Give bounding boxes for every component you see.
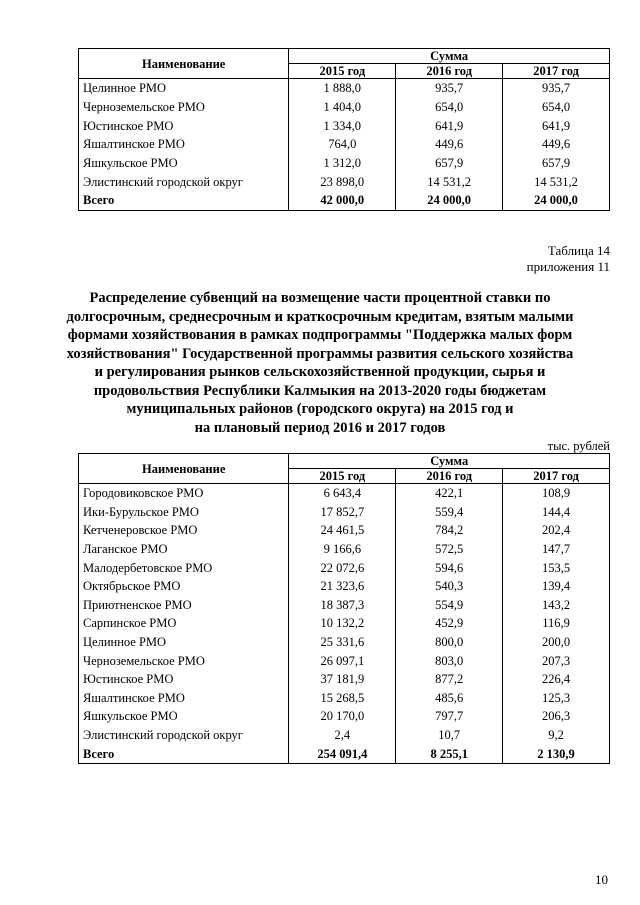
amount-2015: 21 323,6 bbox=[289, 577, 396, 596]
municipality-name: Целинное РМО bbox=[79, 79, 289, 98]
table-row bbox=[79, 707, 610, 726]
amount-2015: 37 181,9 bbox=[289, 670, 396, 689]
amount-2015: 18 387,3 bbox=[289, 596, 396, 615]
municipality-name: Сарпинское РМО bbox=[79, 614, 289, 633]
municipality-name: Юстинское РМО bbox=[79, 670, 289, 689]
table-row bbox=[79, 540, 610, 559]
amount-2015: 23 898,0 bbox=[289, 172, 396, 191]
table-row bbox=[79, 726, 610, 745]
amount-2015: 1 334,0 bbox=[289, 116, 396, 135]
amount-2017: 14 531,2 bbox=[503, 172, 610, 191]
amount-2015: 6 643,4 bbox=[289, 484, 396, 503]
table-row bbox=[79, 172, 610, 191]
amount-2016: 784,2 bbox=[396, 521, 503, 540]
total-2015: 42 000,0 bbox=[289, 191, 396, 210]
table-total-row bbox=[79, 191, 610, 210]
column-header-year: 2017 год bbox=[503, 469, 610, 484]
municipality-name: Городовиковское РМО bbox=[79, 484, 289, 503]
amount-2016: 800,0 bbox=[396, 633, 503, 652]
municipality-name: Приютненское РМО bbox=[79, 596, 289, 615]
amount-2015: 1 888,0 bbox=[289, 79, 396, 98]
amount-2017: 9,2 bbox=[503, 726, 610, 745]
amount-2017: 108,9 bbox=[503, 484, 610, 503]
table-row bbox=[79, 558, 610, 577]
table-row bbox=[79, 135, 610, 154]
amount-2016: 935,7 bbox=[396, 79, 503, 98]
column-header-name: Наименование bbox=[79, 454, 289, 484]
amount-2016: 422,1 bbox=[396, 484, 503, 503]
table-row bbox=[79, 689, 610, 708]
amount-2017: 147,7 bbox=[503, 540, 610, 559]
amount-2016: 572,5 bbox=[396, 540, 503, 559]
municipality-name: Целинное РМО bbox=[79, 633, 289, 652]
amount-2017: 144,4 bbox=[503, 503, 610, 522]
amount-2017: 641,9 bbox=[503, 116, 610, 135]
municipality-name: Черноземельское РМО bbox=[79, 651, 289, 670]
total-2017: 24 000,0 bbox=[503, 191, 610, 210]
amount-2017: 207,3 bbox=[503, 651, 610, 670]
amount-2015: 17 852,7 bbox=[289, 503, 396, 522]
amount-2016: 641,9 bbox=[396, 116, 503, 135]
column-header-year: 2017 год bbox=[503, 64, 610, 79]
amount-2016: 797,7 bbox=[396, 707, 503, 726]
municipality-name: Яшалтинское РМО bbox=[79, 135, 289, 154]
title-line: Распределение субвенций на возмещение части процентной ставки по bbox=[89, 290, 551, 306]
municipality-name: Ики-Бурульское РМО bbox=[79, 503, 289, 522]
amount-2016: 594,6 bbox=[396, 558, 503, 577]
total-label: Всего bbox=[79, 744, 289, 763]
appendix-reference: приложения 11 bbox=[526, 259, 610, 274]
title-line: на плановый период 2016 и 2017 годов bbox=[194, 419, 446, 436]
subsidy-table-continued bbox=[78, 48, 610, 211]
column-header-sum: Сумма bbox=[289, 454, 610, 469]
amount-2015: 9 166,6 bbox=[289, 540, 396, 559]
amount-2016: 657,9 bbox=[396, 154, 503, 173]
table-row bbox=[79, 596, 610, 615]
amount-2017: 116,9 bbox=[503, 614, 610, 633]
title-line: хозяйствования" Государственной программы развития сельского хозяйства bbox=[66, 345, 574, 362]
amount-2017: 143,2 bbox=[503, 596, 610, 615]
subsidy-distribution-table bbox=[78, 453, 610, 764]
municipality-name: Октябрьское РМО bbox=[79, 577, 289, 596]
amount-2015: 764,0 bbox=[289, 135, 396, 154]
amount-2017: 449,6 bbox=[503, 135, 610, 154]
amount-2015: 22 072,6 bbox=[289, 558, 396, 577]
municipality-name: Кетченеровское РМО bbox=[79, 521, 289, 540]
amount-2015: 26 097,1 bbox=[289, 651, 396, 670]
amount-2016: 540,3 bbox=[396, 577, 503, 596]
table-row bbox=[79, 521, 610, 540]
table-row bbox=[79, 633, 610, 652]
amount-2017: 657,9 bbox=[503, 154, 610, 173]
amount-2016: 654,0 bbox=[396, 98, 503, 117]
table-total-row bbox=[79, 744, 610, 763]
amount-2015: 24 461,5 bbox=[289, 521, 396, 540]
municipality-name: Юстинское РМО bbox=[79, 116, 289, 135]
total-2016: 8 255,1 bbox=[396, 744, 503, 763]
municipality-name: Черноземельское РМО bbox=[79, 98, 289, 117]
amount-2015: 1 404,0 bbox=[289, 98, 396, 117]
amount-2016: 803,0 bbox=[396, 651, 503, 670]
amount-2016: 449,6 bbox=[396, 135, 503, 154]
amount-2017: 206,3 bbox=[503, 707, 610, 726]
table-row bbox=[79, 614, 610, 633]
amount-2016: 452,9 bbox=[396, 614, 503, 633]
amount-2016: 10,7 bbox=[396, 726, 503, 745]
column-header-year: 2015 год bbox=[289, 469, 396, 484]
amount-2016: 485,6 bbox=[396, 689, 503, 708]
municipality-name: Яшкульское РМО bbox=[79, 154, 289, 173]
total-2017: 2 130,9 bbox=[503, 744, 610, 763]
amount-2017: 202,4 bbox=[503, 521, 610, 540]
municipality-name: Яшалтинское РМО bbox=[79, 689, 289, 708]
total-2016: 24 000,0 bbox=[396, 191, 503, 210]
amount-2017: 200,0 bbox=[503, 633, 610, 652]
amount-2015: 15 268,5 bbox=[289, 689, 396, 708]
total-label: Всего bbox=[79, 191, 289, 210]
title-line: продовольствия Республики Калмыкия на 2013-2020 годы бюджетам bbox=[93, 382, 547, 399]
table-caption bbox=[527, 243, 610, 275]
amount-2015: 20 170,0 bbox=[289, 707, 396, 726]
amount-2015: 2,4 bbox=[289, 726, 396, 745]
municipality-name: Яшкульское РМО bbox=[79, 707, 289, 726]
amount-2017: 226,4 bbox=[503, 670, 610, 689]
municipality-name: Лаганское РМО bbox=[79, 540, 289, 559]
amount-2015: 1 312,0 bbox=[289, 154, 396, 173]
unit-label: тыс. рублей bbox=[547, 439, 610, 453]
amount-2017: 125,3 bbox=[503, 689, 610, 708]
table-row bbox=[79, 79, 610, 98]
amount-2017: 654,0 bbox=[503, 98, 610, 117]
column-header-year: 2016 год bbox=[396, 64, 503, 79]
column-header-year: 2016 год bbox=[396, 469, 503, 484]
municipality-name: Элистинский городской округ bbox=[79, 726, 289, 745]
total-2015: 254 091,4 bbox=[289, 744, 396, 763]
title-line: формами хозяйствования в рамках подпрограммы "Поддержка малых форм bbox=[67, 327, 573, 343]
amount-2017: 139,4 bbox=[503, 577, 610, 596]
amount-2015: 25 331,6 bbox=[289, 633, 396, 652]
table-row bbox=[79, 651, 610, 670]
column-header-year: 2015 год bbox=[289, 64, 396, 79]
title-line: долгосрочным, среднесрочным и краткосрочным кредитам, взятым малыми bbox=[66, 308, 574, 325]
table-number: Таблица 14 bbox=[547, 243, 610, 258]
amount-2015: 10 132,2 bbox=[289, 614, 396, 633]
amount-2017: 153,5 bbox=[503, 558, 610, 577]
table-row bbox=[79, 577, 610, 596]
column-header-sum: Сумма bbox=[289, 49, 610, 64]
title-line: и регулирования рынков сельскохозяйственной продукции, сырья и bbox=[94, 364, 546, 380]
table-row bbox=[79, 484, 610, 503]
amount-2016: 14 531,2 bbox=[396, 172, 503, 191]
amount-2017: 935,7 bbox=[503, 79, 610, 98]
title-line: муниципальных районов (городского округа) на 2015 год и bbox=[126, 401, 514, 417]
table-row bbox=[79, 116, 610, 135]
municipality-name: Малодербетовское РМО bbox=[79, 558, 289, 577]
table-row bbox=[79, 503, 610, 522]
table-row bbox=[79, 670, 610, 689]
table-row bbox=[79, 98, 610, 117]
municipality-name: Элистинский городской округ bbox=[79, 172, 289, 191]
table-row bbox=[79, 154, 610, 173]
page-number: 10 bbox=[595, 872, 608, 887]
table-title bbox=[60, 289, 580, 437]
column-header-name: Наименование bbox=[79, 49, 289, 79]
amount-2016: 877,2 bbox=[396, 670, 503, 689]
amount-2016: 559,4 bbox=[396, 503, 503, 522]
amount-2016: 554,9 bbox=[396, 596, 503, 615]
